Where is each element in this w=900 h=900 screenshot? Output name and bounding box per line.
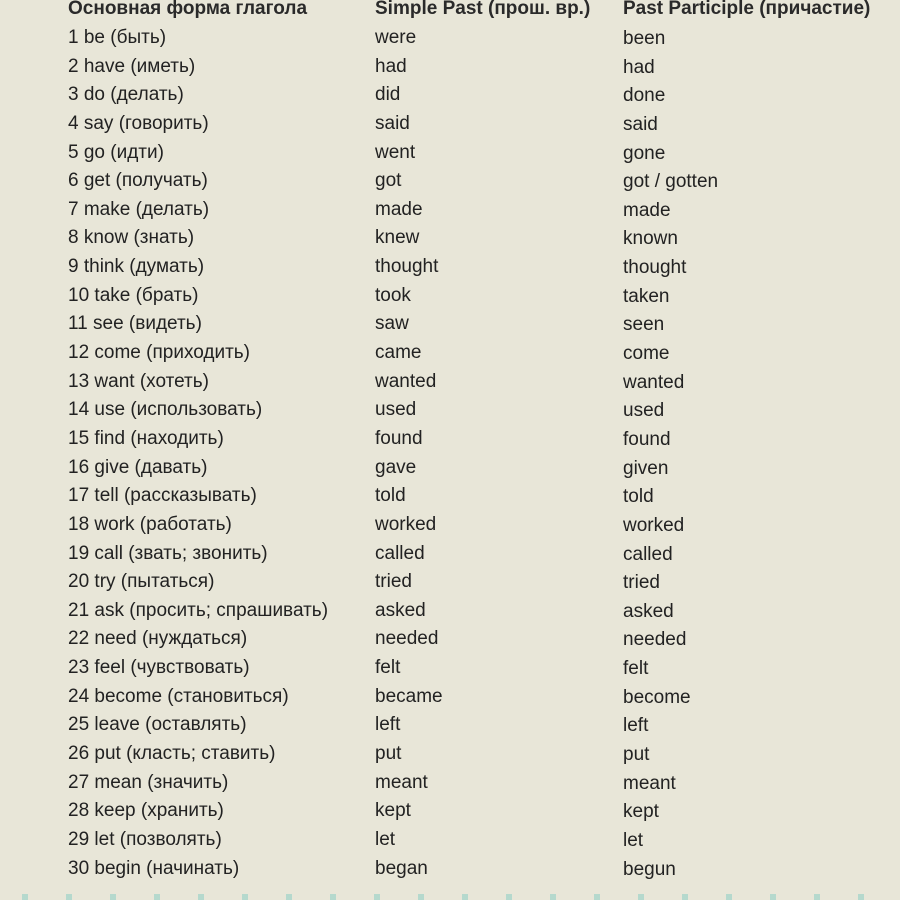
- table-row: [0, 368, 900, 397]
- table-row: [0, 53, 900, 82]
- table-row: [0, 454, 900, 483]
- cell-past-participle: left: [623, 715, 649, 737]
- table-row: [0, 740, 900, 769]
- cell-past-participle: had: [623, 56, 655, 78]
- cell-past-participle: got / gotten: [623, 171, 719, 193]
- cell-base-form: 3 do (делать): [68, 84, 184, 106]
- cell-past-participle: felt: [623, 658, 649, 680]
- cell-simple-past: used: [375, 399, 417, 421]
- cell-simple-past: knew: [375, 227, 420, 249]
- cell-base-form: 20 try (пытаться): [68, 571, 215, 593]
- table-row: [0, 24, 900, 53]
- cell-simple-past: left: [375, 714, 401, 736]
- cell-simple-past: gave: [375, 456, 417, 478]
- cell-past-participle: tried: [623, 572, 660, 594]
- table-row: [0, 482, 900, 511]
- cell-past-participle: said: [623, 113, 658, 135]
- cell-past-participle: made: [623, 199, 671, 221]
- cell-base-form: 1 be (быть): [68, 27, 167, 48]
- table-row: [0, 396, 900, 425]
- cell-past-participle: put: [623, 744, 650, 766]
- table-header: [0, 0, 900, 24]
- table-row: [0, 310, 900, 339]
- header-simple-past: Simple Past (прош. вр.): [375, 0, 591, 19]
- cell-simple-past: kept: [375, 800, 411, 822]
- cell-simple-past: were: [375, 27, 417, 48]
- table-row: [0, 769, 900, 798]
- cell-past-participle: kept: [623, 801, 659, 823]
- cell-simple-past: thought: [375, 256, 439, 278]
- cell-base-form: 14 use (использовать): [68, 399, 263, 421]
- table-row: [0, 282, 900, 311]
- cell-simple-past: let: [375, 828, 396, 850]
- cell-simple-past: wanted: [375, 370, 437, 392]
- decorative-border: [0, 894, 900, 900]
- cell-past-participle: come: [623, 343, 670, 365]
- cell-base-form: 24 become (становиться): [68, 685, 289, 707]
- cell-base-form: 21 ask (просить; спрашивать): [68, 599, 329, 621]
- cell-base-form: 4 say (говорить): [68, 112, 209, 134]
- header-past-participle: Past Participle (причастие): [623, 0, 871, 19]
- cell-past-participle: found: [623, 428, 671, 450]
- cell-simple-past: came: [375, 342, 422, 364]
- cell-base-form: 26 put (класть; ставить): [68, 743, 276, 765]
- cell-past-participle: gone: [623, 142, 666, 164]
- cell-past-participle: let: [623, 829, 644, 851]
- table-row: [0, 654, 900, 683]
- cell-simple-past: had: [375, 55, 407, 77]
- cell-past-participle: seen: [623, 314, 665, 336]
- table-row: [0, 826, 900, 855]
- table-row: [0, 139, 900, 168]
- cell-simple-past: asked: [375, 599, 426, 621]
- cell-base-form: 23 feel (чувствовать): [68, 657, 250, 679]
- cell-simple-past: needed: [375, 628, 439, 650]
- cell-past-participle: become: [623, 686, 691, 708]
- cell-base-form: 28 keep (хранить): [68, 800, 224, 822]
- cell-base-form: 30 begin (начинать): [68, 857, 240, 879]
- cell-simple-past: said: [375, 112, 410, 134]
- table-row: [0, 597, 900, 626]
- cell-base-form: 11 see (видеть): [68, 313, 202, 335]
- table-row: [0, 110, 900, 139]
- table-row: [0, 511, 900, 540]
- header-base-form: Основная форма глагола: [68, 0, 308, 19]
- cell-past-participle: used: [623, 400, 665, 422]
- cell-base-form: 7 make (делать): [68, 198, 210, 220]
- cell-past-participle: thought: [623, 257, 687, 279]
- cell-past-participle: been: [623, 28, 666, 49]
- cell-base-form: 8 know (знать): [68, 227, 195, 249]
- cell-past-participle: known: [623, 228, 678, 250]
- cell-past-participle: done: [623, 85, 666, 107]
- cell-past-participle: given: [623, 457, 669, 479]
- table-row: [0, 425, 900, 454]
- cell-past-participle: worked: [623, 514, 685, 536]
- cell-simple-past: became: [375, 685, 443, 707]
- table-row: [0, 855, 900, 884]
- cell-base-form: 29 let (позволять): [68, 828, 222, 850]
- cell-simple-past: felt: [375, 657, 401, 679]
- cell-simple-past: put: [375, 743, 402, 765]
- cell-base-form: 25 leave (оставлять): [68, 714, 247, 736]
- table-row: [0, 683, 900, 712]
- cell-simple-past: worked: [375, 513, 437, 535]
- cell-base-form: 16 give (давать): [68, 456, 208, 478]
- table-row: [0, 568, 900, 597]
- table-row: [0, 625, 900, 654]
- table-row: [0, 224, 900, 253]
- cell-simple-past: called: [375, 542, 425, 564]
- cell-base-form: 17 tell (рассказывать): [68, 485, 257, 507]
- cell-past-participle: called: [623, 543, 673, 565]
- cell-base-form: 19 call (звать; звонить): [68, 542, 268, 564]
- cell-simple-past: took: [375, 284, 411, 306]
- cell-simple-past: got: [375, 170, 402, 192]
- cell-past-participle: begun: [623, 858, 676, 880]
- table-row: [0, 253, 900, 282]
- cell-base-form: 13 want (хотеть): [68, 370, 209, 392]
- cell-base-form: 6 get (получать): [68, 170, 208, 192]
- cell-base-form: 9 think (думать): [68, 256, 205, 278]
- cell-past-participle: asked: [623, 600, 674, 622]
- table-row: [0, 196, 900, 225]
- cell-simple-past: began: [375, 857, 428, 879]
- cell-base-form: 10 take (брать): [68, 284, 199, 306]
- table-row: [0, 339, 900, 368]
- table-row: [0, 540, 900, 569]
- cell-simple-past: made: [375, 198, 423, 220]
- cell-simple-past: tried: [375, 571, 412, 593]
- cell-base-form: 12 come (приходить): [68, 342, 251, 364]
- cell-base-form: 5 go (идти): [68, 141, 164, 163]
- cell-base-form: 22 need (нуждаться): [68, 628, 248, 650]
- cell-past-participle: taken: [623, 285, 670, 307]
- cell-base-form: 2 have (иметь): [68, 55, 196, 77]
- table-row: [0, 167, 900, 196]
- cell-simple-past: meant: [375, 771, 428, 793]
- table-row: [0, 797, 900, 826]
- cell-base-form: 15 find (находить): [68, 427, 224, 449]
- cell-past-participle: needed: [623, 629, 687, 651]
- cell-simple-past: told: [375, 485, 406, 507]
- cell-past-participle: wanted: [623, 371, 685, 393]
- cell-past-participle: meant: [623, 772, 676, 794]
- cell-simple-past: went: [375, 141, 416, 163]
- cell-simple-past: saw: [375, 313, 409, 335]
- cell-past-participle: told: [623, 486, 654, 508]
- cell-base-form: 18 work (работать): [68, 513, 232, 535]
- table-row: [0, 81, 900, 110]
- cell-base-form: 27 mean (значить): [68, 771, 229, 793]
- table-row: [0, 711, 900, 740]
- cell-simple-past: did: [375, 84, 401, 106]
- table-body: [0, 24, 900, 883]
- cell-simple-past: found: [375, 427, 423, 449]
